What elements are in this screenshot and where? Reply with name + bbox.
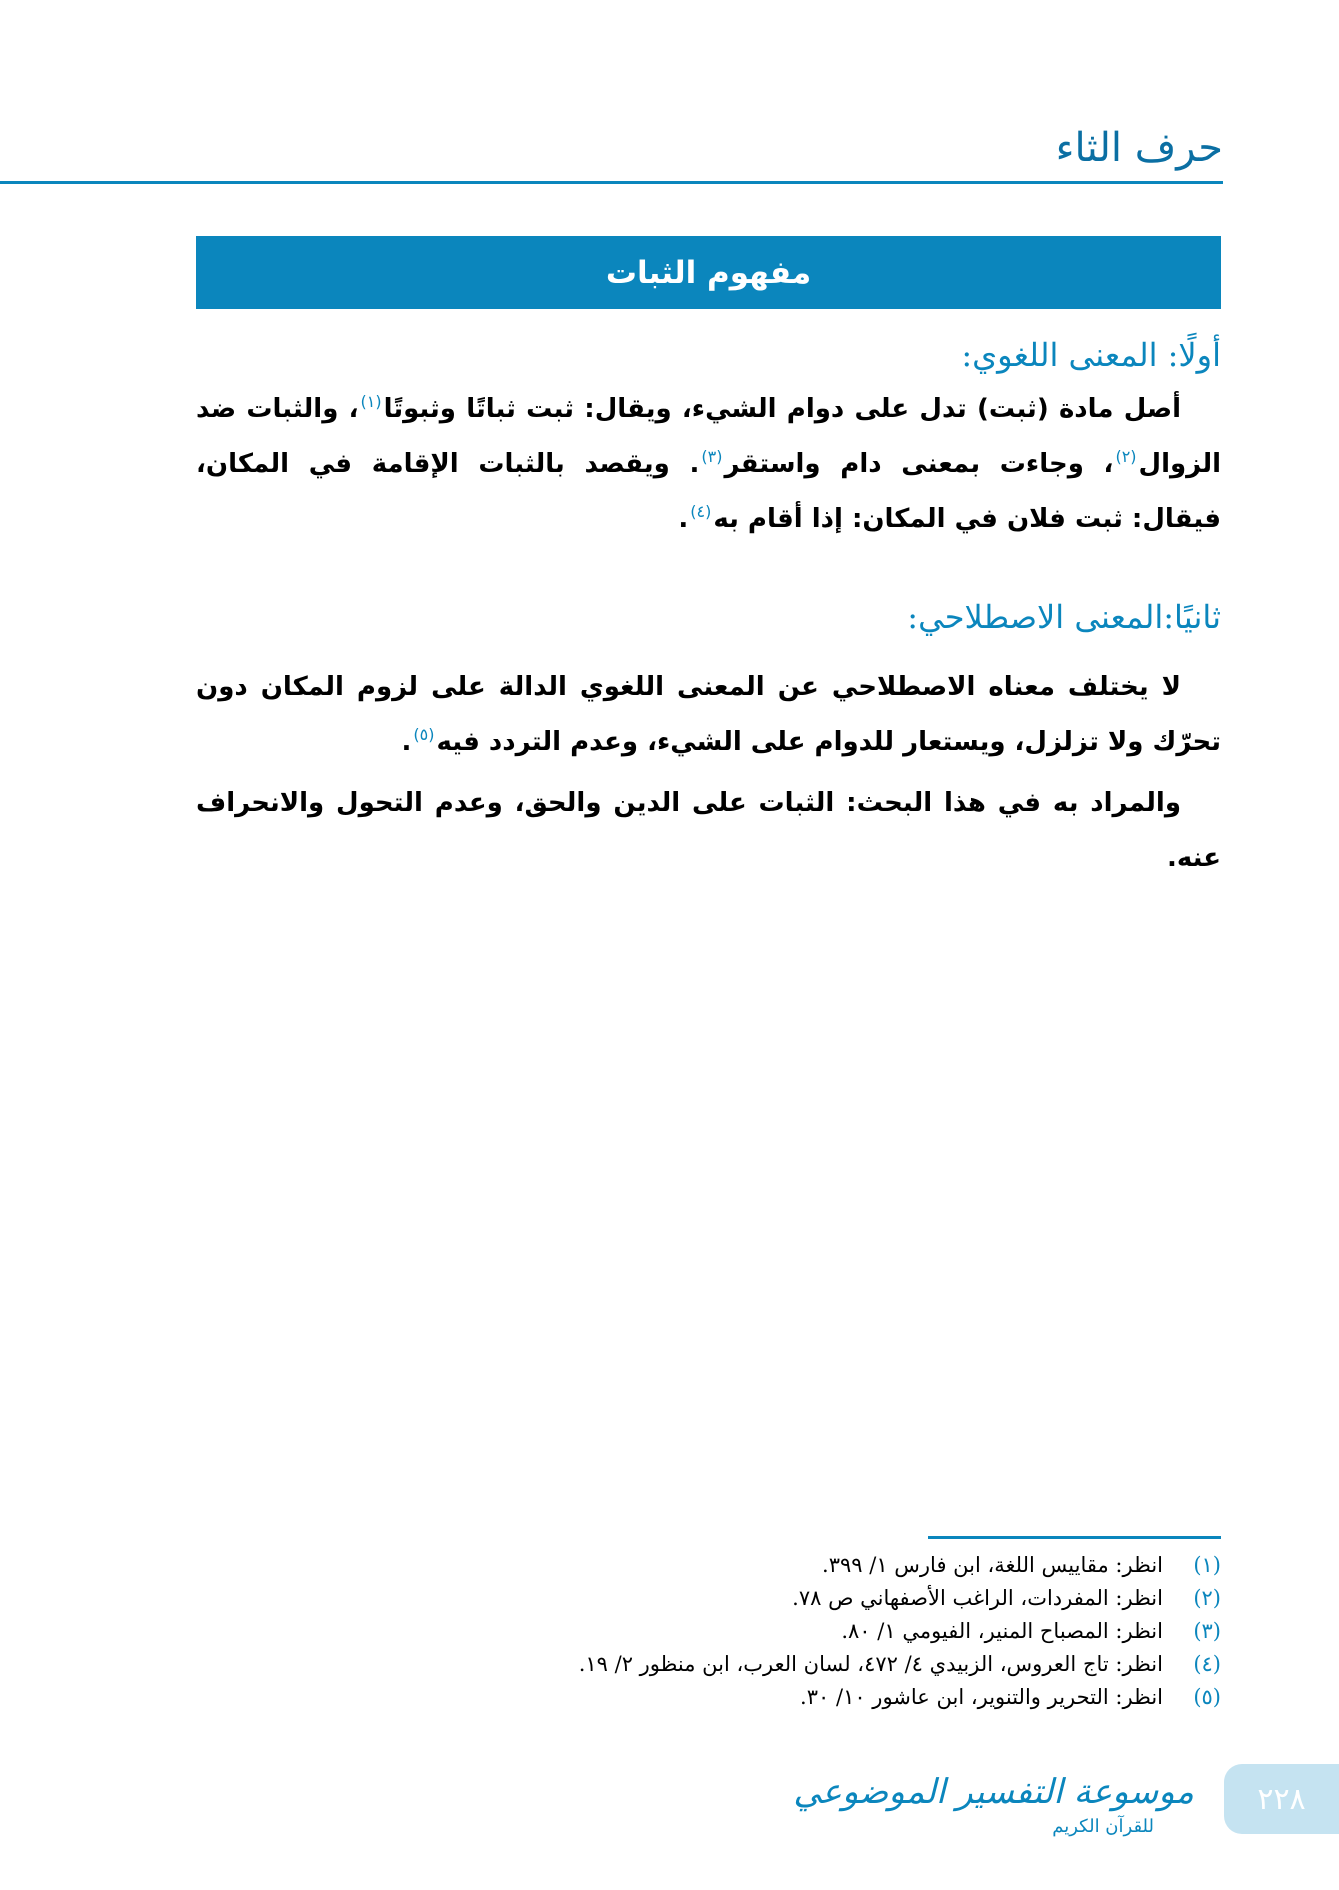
footnote-ref-4[interactable]: (٤)	[690, 502, 712, 522]
footnote-ref-2[interactable]: (٢)	[1115, 447, 1137, 467]
footnote-text: انظر: المصباح المنير، الفيومي ١/ ٨٠.	[841, 1619, 1163, 1643]
footnote-text: انظر: التحرير والتنوير، ابن عاشور ١٠/ ٣٠.	[800, 1685, 1163, 1709]
paragraph-linguistic-meaning	[196, 382, 1221, 547]
title-bar	[196, 236, 1221, 309]
footnote-number: (٤)	[1193, 1652, 1221, 1676]
footnotes-list	[196, 1549, 1221, 1714]
footnote-text: انظر: المفردات، الراغب الأصفهاني ص ٧٨.	[792, 1586, 1163, 1610]
paragraph-text: لا يختلف معناه الاصطلاحي عن المعنى اللغوي الدالة على لزوم المكان دون تحرّك ولا تزلزل، ويستعار للدوام على الشيء، وعدم التردد فيه	[196, 672, 1221, 757]
footnote-item	[196, 1648, 1221, 1681]
paragraph-text: ، وجاءت بمعنى دام واستقر	[724, 449, 1114, 479]
page-title: مفهوم الثبات	[605, 254, 812, 291]
footnote-number: (٣)	[1193, 1619, 1221, 1643]
logo-title: موسوعة التفسير الموضوعي	[793, 1772, 1194, 1812]
paragraph-text: .	[678, 504, 689, 534]
footnote-ref-5[interactable]: (٥)	[413, 725, 435, 745]
paragraph-terminological-meaning	[196, 660, 1221, 770]
running-header-title: حرف الثاء	[1055, 125, 1223, 171]
page-number: ٢٢٨	[1257, 1781, 1306, 1817]
footnote-number: (٥)	[1193, 1685, 1221, 1709]
paragraph-text: ، والثبات ضد الزوال	[196, 394, 1222, 479]
footnote-item	[196, 1615, 1221, 1648]
logo-subtitle: للقرآن الكريم	[1052, 1816, 1154, 1837]
encyclopedia-logo	[793, 1772, 1194, 1852]
paragraph-text: . ويقصد بالثبات الإقامة في المكان، فيقال: ثبت فلان في المكان: إذا أقام به	[196, 449, 1221, 534]
page-number-badge	[1224, 1764, 1339, 1834]
footnote-separator	[928, 1536, 1221, 1539]
footnote-number: (٢)	[1193, 1586, 1221, 1610]
footnote-ref-3[interactable]: (٣)	[701, 447, 723, 467]
paragraph-text: .	[401, 727, 412, 757]
footnote-text: انظر: مقاييس اللغة، ابن فارس ١/ ٣٩٩.	[822, 1553, 1163, 1577]
section-heading-linguistic: أولًا: المعنى اللغوي:	[961, 336, 1221, 374]
paragraph-text: والمراد به في هذا البحث: الثبات على الدين والحق، وعدم التحول والانحراف عنه.	[196, 788, 1221, 873]
section-heading-terminological: ثانيًا:المعنى الاصطلاحي:	[907, 598, 1221, 636]
paragraph-research-meaning	[196, 776, 1221, 886]
paragraph-text: أصل مادة (ثبت) تدل على دوام الشيء، ويقال: ثبت ثباتًا وثبوتًا	[383, 394, 1182, 424]
footnote-text: انظر: تاج العروس، الزبيدي ٤/ ٤٧٢، لسان العرب، ابن منظور ٢/ ١٩.	[578, 1652, 1163, 1676]
header-rule	[0, 181, 1223, 184]
footnote-item	[196, 1549, 1221, 1582]
footnote-number: (١)	[1193, 1553, 1221, 1577]
footnote-ref-1[interactable]: (١)	[360, 392, 382, 412]
footnote-item	[196, 1582, 1221, 1615]
footnote-item	[196, 1681, 1221, 1714]
